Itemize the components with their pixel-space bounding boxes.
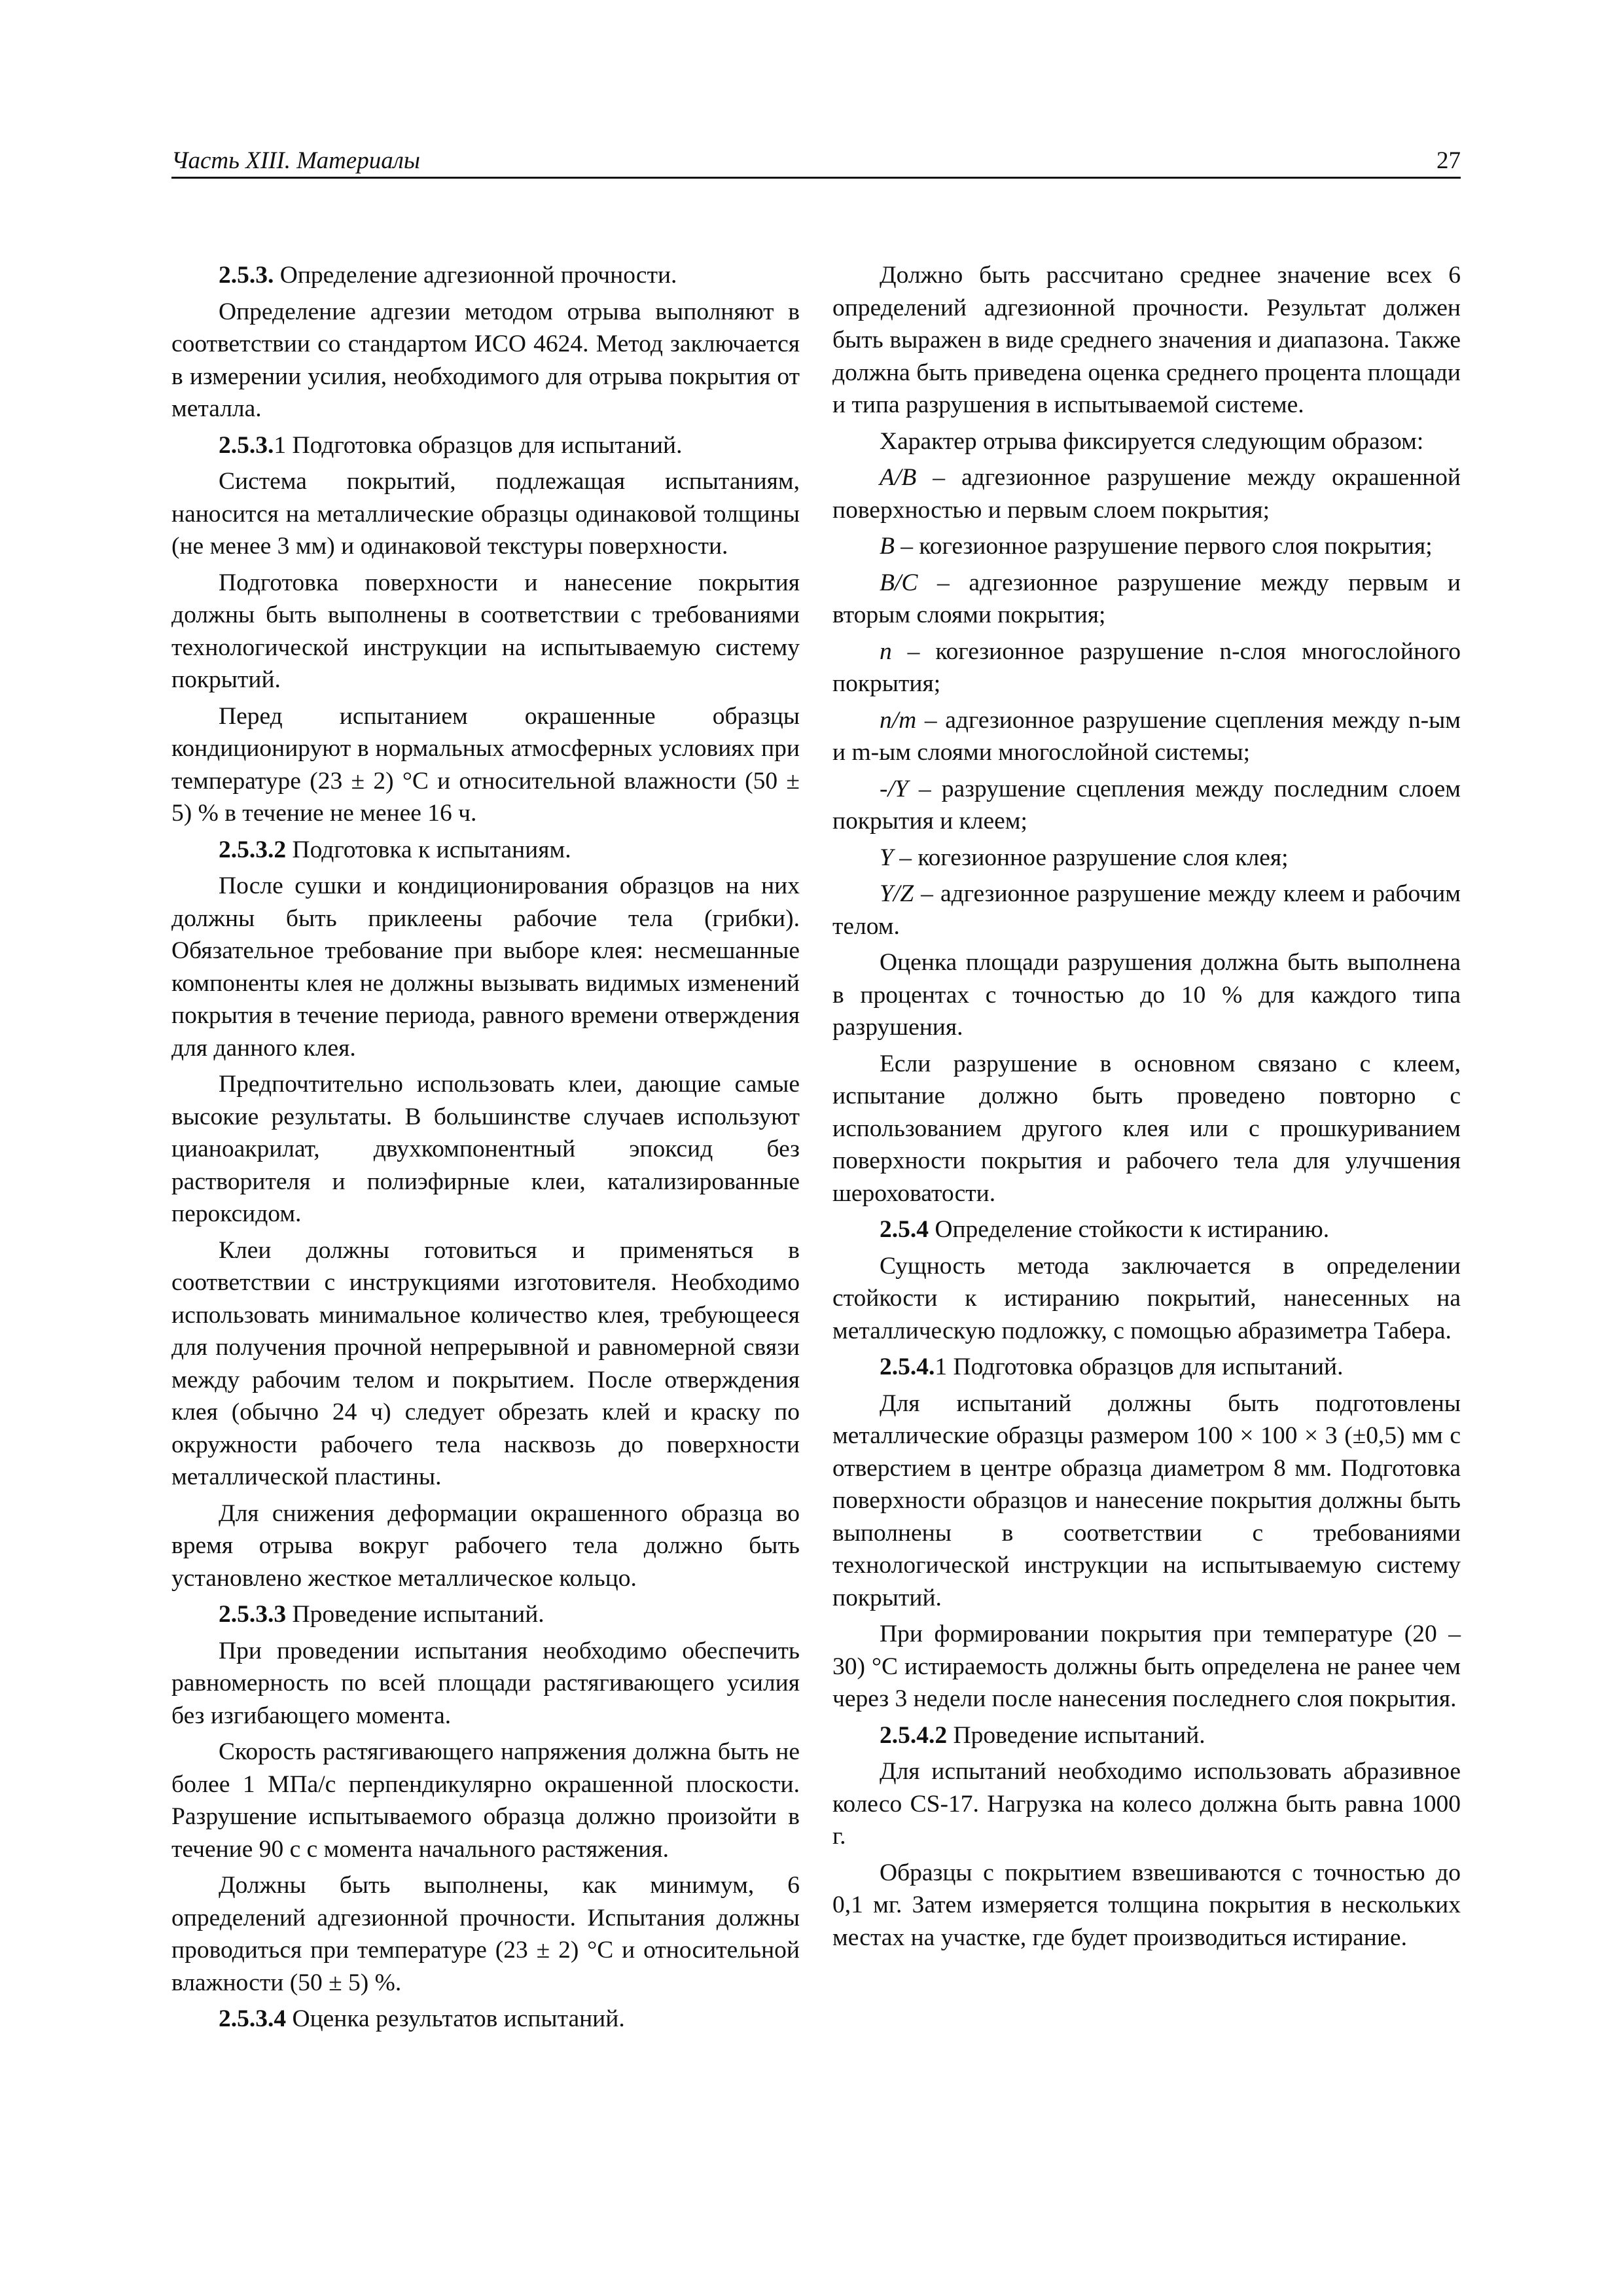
paragraph: Должно быть рассчитано среднее значение всех 6 определений адгезионной прочности. Результат должен быть выражен в виде среднего значения и диапазона. Также должна быть приведена оценка среднего процента площади и типа разрушения в испытываемой системе. <box>832 262 1461 418</box>
failure-type-item <box>832 461 1461 526</box>
paragraph: Перед испытанием окрашенные образцы кондиционируют в нормальных атмосферных условиях при температуре (23 ± 2) °C и относительной влажности (50 ± 5) % в течение не менее 16 ч. <box>171 702 800 827</box>
failure-code: Y <box>880 844 893 871</box>
right-column <box>832 259 1461 1958</box>
paragraph: Сущность метода заключается в определении стойкости к истиранию покрытий, нанесенных на металлическую подложку, с помощью абразиметра Табера. <box>832 1252 1461 1344</box>
section-title: 1 Подготовка образцов для испытаний. <box>935 1354 1344 1380</box>
failure-code: B/C <box>880 569 918 596</box>
failure-description: – когезионное разрушение n-слоя многослойного покрытия; <box>832 637 1461 697</box>
section-title: Оценка результатов испытаний. <box>286 2005 625 2032</box>
section-number: 2.5.4. <box>880 1354 935 1380</box>
failure-description: – адгезионное разрушение между клеем и рабочим телом. <box>832 880 1461 940</box>
failure-description: – адгезионное разрушение между окрашенной поверхностью и первым слоем покрытия; <box>832 464 1461 524</box>
failure-description: – когезионное разрушение слоя клея; <box>893 844 1289 871</box>
section-number: 2.5.4.2 <box>880 1721 948 1749</box>
paragraph: После сушки и кондиционирования образцов на них должны быть приклеены рабочие тела (грибки). Обязательное требование при выборе клея: несмешанные компоненты клея не должны вызывать видимых изменений покрытия в течение периода, равного времени отверждения для данного клея. <box>171 872 800 1062</box>
section-number: 2.5.3.3 <box>219 1601 287 1628</box>
failure-description: – адгезионное разрушение между первым и вторым слоями покрытия; <box>832 569 1461 628</box>
paragraph: Если разрушение в основном связано с клеем, испытание должно быть проведено повторно с использованием другого клея или с прошкуриванием поверхности покрытия и рабочего тела для улучшения шероховатости. <box>832 1050 1461 1207</box>
paragraph: Клеи должны готовиться и применяться в соответствии с инструкциями изготовителя. Необходимо использовать минимальное количество клея, требующееся для получения прочной непрерывной и равномерной связи между рабочим телом и покрытием. После отверждения клея (обычно 24 ч) следует обрезать клей и краску по окружности рабочего тела насквозь до поверхности металлической пластины. <box>171 1236 800 1490</box>
failure-type-item <box>832 773 1461 838</box>
paragraph: Подготовка поверхности и нанесение покрытия должны быть выполнены в соответствии с требованиями технологической инструкции на испытываемую систему покрытий. <box>171 569 800 693</box>
section-title: Проведение испытаний. <box>947 1721 1205 1749</box>
section-number: 2.5.4 <box>880 1216 929 1243</box>
section-heading <box>171 834 800 867</box>
section-heading <box>171 1598 800 1631</box>
paragraph: При формировании покрытия при температуре (20 – 30) °C истираемость должны быть определена не ранее чем через 3 недели после нанесения последнего слоя покрытия. <box>832 1621 1461 1712</box>
failure-code: B <box>880 533 895 560</box>
paragraph: При проведении испытания необходимо обеспечить равномерность по всей площади растягивающего усилия без изгибающего момента. <box>171 1637 800 1729</box>
failure-type-item <box>832 704 1461 769</box>
failure-code: Y/Z <box>880 880 914 907</box>
paragraph: Для снижения деформации окрашенного образца во время отрыва вокруг рабочего тела должно быть установлено жесткое металлическое кольцо. <box>171 1499 800 1592</box>
section-heading <box>171 2003 800 2036</box>
section-title: Определение стойкости к истиранию. <box>929 1216 1330 1243</box>
failure-code: n <box>880 637 892 665</box>
paragraph: Скорость растягивающего напряжения должна быть не более 1 МПа/с перпендикулярно окрашенной плоскости. Разрушение испытываемого образца должно произойти в течение 90 с с момента начального растяжения. <box>171 1738 800 1863</box>
failure-description: – адгезионное разрушение сцепления между n-ым и m-ым слоями многослойной системы; <box>832 706 1461 766</box>
section-heading <box>171 259 800 292</box>
section-number: 2.5.3.4 <box>219 2005 287 2032</box>
section-heading <box>832 1213 1461 1246</box>
section-number: 2.5.3. <box>219 431 274 459</box>
section-number: 2.5.3.2 <box>219 836 287 863</box>
header-rule <box>171 177 1461 179</box>
section-title: Определение адгезионной прочности. <box>274 262 677 289</box>
paragraph: Для испытаний необходимо использовать абразивное колесо CS-17. Нагрузка на колесо должна быть равна 1000 г. <box>832 1758 1461 1850</box>
failure-description: – когезионное разрушение первого слоя покрытия; <box>894 533 1433 560</box>
paragraph: Система покрытий, подлежащая испытаниям, наносится на металлические образцы одинаковой толщины (не менее 3 мм) и одинаковой текстуры поверхности. <box>171 468 800 560</box>
failure-type-item <box>832 636 1461 700</box>
paragraph: Характер отрыва фиксируется следующим образом: <box>880 427 1424 455</box>
page-number: 27 <box>1436 147 1461 174</box>
section-title: Подготовка к испытаниям. <box>286 836 571 863</box>
failure-code: -/Y <box>880 775 908 802</box>
failure-type-item <box>832 530 1461 563</box>
section-heading <box>171 429 800 462</box>
paragraph: Должны быть выполнены, как минимум, 6 определений адгезионной прочности. Испытания должны проводиться при температуре (23 ± 2) °C и относительной влажности (50 ± 5) %. <box>171 1872 800 1996</box>
section-heading <box>832 1351 1461 1384</box>
section-title: Проведение испытаний. <box>286 1601 544 1628</box>
failure-type-item <box>832 842 1461 874</box>
paragraph: Определение адгезии методом отрыва выполняют в соответствии со стандартом ИСО 4624. Метод заключается в измерении усилия, необходимого для отрыва покрытия от металла. <box>171 298 800 422</box>
paragraph: Оценка площади разрушения должна быть выполнена в процентах с точностью до 10 % для каждого типа разрушения. <box>832 949 1461 1041</box>
failure-type-item <box>832 567 1461 632</box>
section-title: 1 Подготовка образцов для испытаний. <box>274 431 683 459</box>
paragraph: Предпочтительно использовать клеи, дающие самые высокие результаты. В большинстве случаев используют цианоакрилат, двухкомпонентный эпоксид без растворителя и полиэфирные клеи, катализированные пероксидом. <box>171 1071 800 1227</box>
section-heading <box>832 1719 1461 1752</box>
running-title: Часть XIII. Материалы <box>171 147 420 174</box>
failure-code: n/m <box>880 706 917 734</box>
page-header <box>171 147 1461 179</box>
paragraph: Для испытаний должны быть подготовлены металлические образцы размером 100 × 100 × 3 (±0,5) мм с отверстием в центре образца диаметром 8 мм. Подготовка поверхности образцов и нанесение покрытия должны быть выполнены в соответствии с требованиями технологической инструкции на испытываемую систему покрытий. <box>832 1390 1461 1611</box>
paragraph: Образцы с покрытием взвешиваются с точностью до 0,1 мг. Затем измеряется толщина покрытия в нескольких местах на участке, где будет производиться истирание. <box>832 1859 1461 1951</box>
left-column <box>171 259 800 2039</box>
failure-code: A/B <box>880 464 917 491</box>
section-number: 2.5.3. <box>219 262 274 289</box>
failure-description: – разрушение сцепления между последним слоем покрытия и клеем; <box>832 775 1461 834</box>
failure-type-item <box>832 878 1461 942</box>
